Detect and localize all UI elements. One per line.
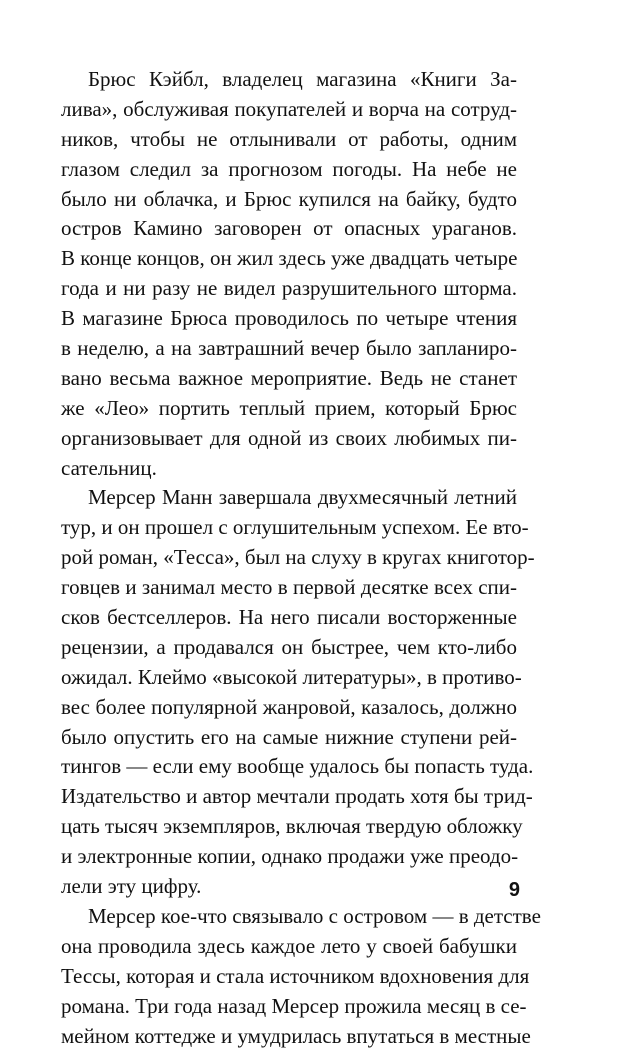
text-line: рецензии, а продавался он быстрее, чем кто-либо — [61, 633, 517, 663]
paragraph-1 — [61, 65, 517, 483]
text-line: тур, и он прошел с оглушительным успехом. Ее вто- — [61, 513, 517, 543]
text-line: она проводила здесь каждое лето у своей бабушки — [61, 932, 517, 962]
text-line: В магазине Брюса проводилось по четыре чтения — [61, 304, 517, 334]
text-line: ников, чтобы не отлынивали от работы, одним — [61, 125, 517, 155]
text-line: вано весьма важное мероприятие. Ведь не станет — [61, 364, 517, 394]
text-line: тингов — если ему вообще удалось бы попасть туда. — [61, 752, 517, 782]
text-line: лива», обслуживая покупателей и ворча на сотруд- — [61, 95, 517, 125]
text-line: остров Камино заговорен от опасных ураганов. — [61, 214, 517, 244]
text-line: года и ни разу не видел разрушительного шторма. — [61, 274, 517, 304]
text-line: романа. Три года назад Мерсер прожила месяц в се- — [61, 992, 517, 1022]
text-line: глазом следил за прогнозом погоды. На небе не — [61, 155, 517, 185]
paragraph-3 — [61, 902, 517, 1051]
text-line: Мерсер кое-что связывало с островом — в детстве — [61, 902, 517, 932]
body-text — [61, 65, 517, 1051]
text-line: цать тысяч экземпляров, включая твердую обложку — [61, 812, 517, 842]
text-line: сательниц. — [61, 454, 517, 484]
text-line: в неделю, а на завтрашний вечер было запланиро- — [61, 334, 517, 364]
page-number: 9 — [496, 879, 520, 902]
text-line: рой роман, «Тесса», был на слуху в кругах книготор- — [61, 543, 517, 573]
text-line: было ни облачка, и Брюс купился на байку, будто — [61, 185, 517, 215]
text-line: В конце концов, он жил здесь уже двадцать четыре — [61, 244, 517, 274]
text-line: Издательство и автор мечтали продать хотя бы трид- — [61, 782, 517, 812]
text-line: Тессы, которая и стала источником вдохновения для — [61, 962, 517, 992]
text-line: вес более популярной жанровой, казалось, должно — [61, 693, 517, 723]
text-line: было опустить его на самые нижние ступени рей- — [61, 723, 517, 753]
text-line: мейном коттедже и умудрилась впутаться в местные — [61, 1022, 517, 1051]
text-line: же «Лео» портить теплый прием, который Брюс — [61, 394, 517, 424]
text-line: ожидал. Клеймо «высокой литературы», в противо- — [61, 663, 517, 693]
text-line: лели эту цифру. — [61, 872, 517, 902]
paragraph-2 — [61, 483, 517, 901]
text-line: и электронные копии, однако продажи уже преодо- — [61, 842, 517, 872]
text-line: сков бестселлеров. На него писали восторженные — [61, 603, 517, 633]
text-line: Мерсер Манн завершала двухмесячный летний — [61, 483, 517, 513]
text-line: говцев и занимал место в первой десятке всех спи- — [61, 573, 517, 603]
text-line: организовывает для одной из своих любимых пи- — [61, 424, 517, 454]
text-line: Брюс Кэйбл, владелец магазина «Книги За- — [61, 65, 517, 95]
